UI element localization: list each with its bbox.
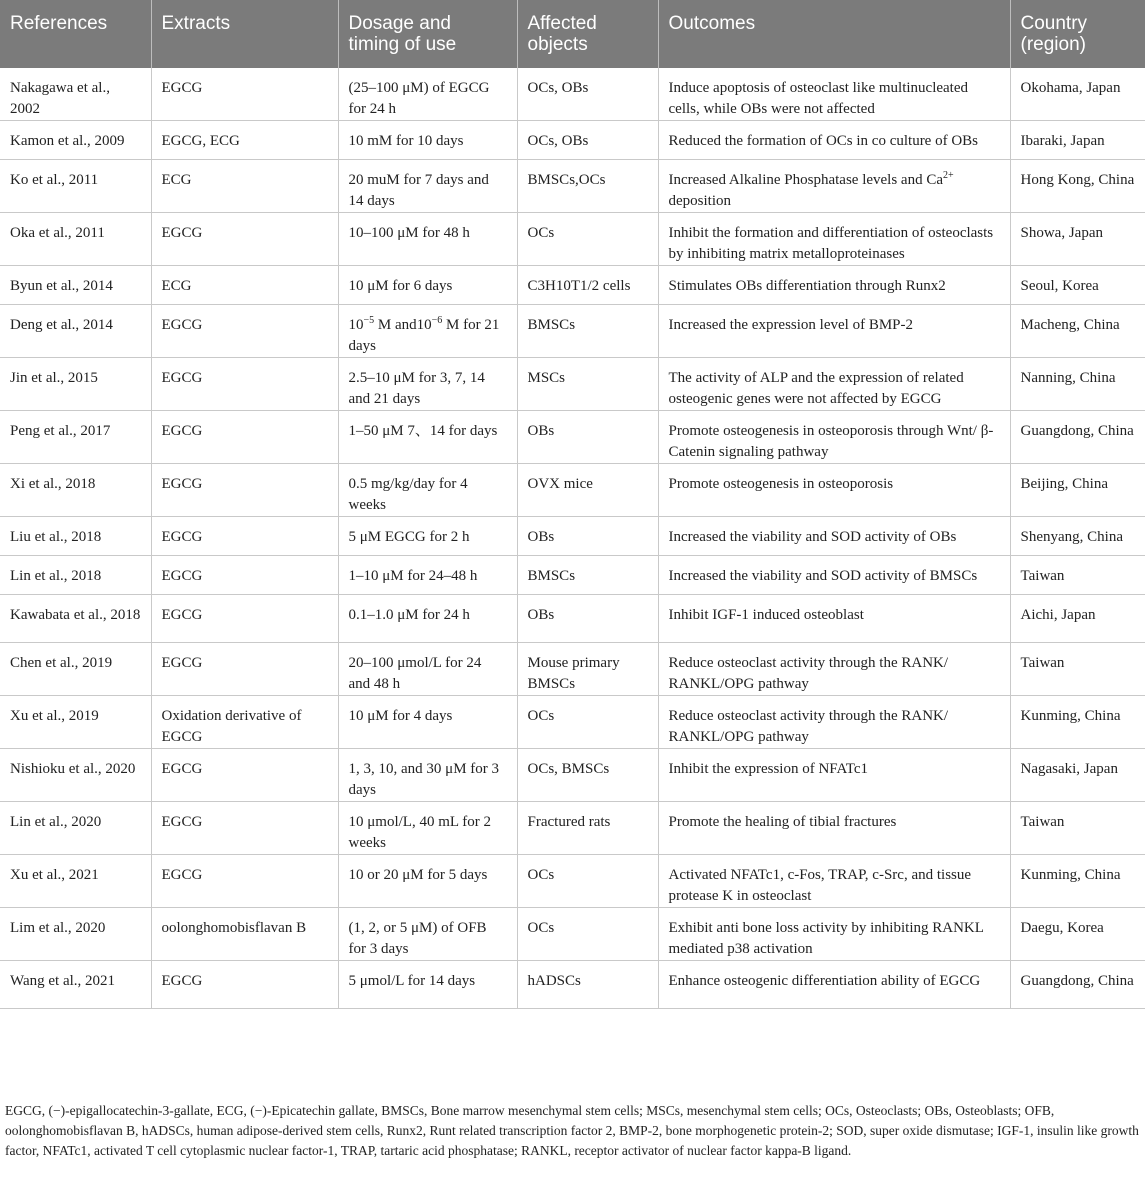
cell-country: Daegu, Korea bbox=[1010, 908, 1145, 961]
cell-outcome: Activated NFATc1, c-Fos, TRAP, c-Src, and tissue protease K in osteoclast bbox=[658, 855, 1010, 908]
header-affected-objects: Affected objects bbox=[517, 0, 658, 68]
cell-extract: EGCG bbox=[151, 305, 338, 358]
cell-country: Kunming, China bbox=[1010, 696, 1145, 749]
superscript: −6 bbox=[431, 315, 443, 326]
cell-country: Kunming, China bbox=[1010, 855, 1145, 908]
cell-country: Shenyang, China bbox=[1010, 517, 1145, 556]
cell-dosage: 1, 3, 10, and 30 μM for 3 days bbox=[338, 749, 517, 802]
header-dosage: Dosage and timing of use bbox=[338, 0, 517, 68]
cell-country: Nanning, China bbox=[1010, 358, 1145, 411]
table-row bbox=[0, 160, 1145, 213]
cell-country: Aichi, Japan bbox=[1010, 595, 1145, 643]
cell-extract: EGCG bbox=[151, 68, 338, 121]
cell-outcome: Increased the viability and SOD activity of OBs bbox=[658, 517, 1010, 556]
header-country: Country (region) bbox=[1010, 0, 1145, 68]
cell-dosage: 20 muM for 7 days and 14 days bbox=[338, 160, 517, 213]
cell-outcome: Promote osteogenesis in osteoporosis bbox=[658, 464, 1010, 517]
dosage-text: 10 bbox=[348, 317, 364, 333]
cell-outcome: Reduce osteoclast activity through the RANK/ RANKL/OPG pathway bbox=[658, 696, 1010, 749]
cell-reference: Kamon et al., 2009 bbox=[0, 121, 151, 160]
cell-dosage: 5 μM EGCG for 2 h bbox=[338, 517, 517, 556]
table-row bbox=[0, 595, 1145, 643]
table-row bbox=[0, 696, 1145, 749]
header-extracts: Extracts bbox=[151, 0, 338, 68]
cell-outcome: Increased the expression level of BMP-2 bbox=[658, 305, 1010, 358]
cell-dosage: 10 μmol/L, 40 mL for 2 weeks bbox=[338, 802, 517, 855]
cell-objects: Fractured rats bbox=[517, 802, 658, 855]
cell-country: Beijing, China bbox=[1010, 464, 1145, 517]
table-footnote: EGCG, (−)-epigallocatechin-3-gallate, ECG, (−)-Epicatechin gallate, BMSCs, Bone marrow mesenchymal stem cells; MSCs, mesenchymal stem cells; OCs, Osteoclasts; OBs, Osteoblasts; OFB, oolonghomobisflavan B, hADSCs, human adipose-derived stem cells, Runx2, Runt related transcription factor 2, BMP-2, bone morphogenetic protein-2; SOD, super oxide dismutase; IGF-1, insulin like growth factor, NFATc1, activated T cell cytoplasmic nuclear factor-1, TRAP, tartaric acid phosphatase; RANKL, receptor activator of nuclear factor kappa-B ligand. bbox=[5, 1103, 1139, 1158]
cell-objects: OCs bbox=[517, 696, 658, 749]
cell-outcome: Stimulates OBs differentiation through Runx2 bbox=[658, 266, 1010, 305]
cell-dosage: 10–100 μM for 48 h bbox=[338, 213, 517, 266]
cell-objects: BMSCs bbox=[517, 305, 658, 358]
cell-objects: OBs bbox=[517, 411, 658, 464]
cell-outcome bbox=[658, 160, 1010, 213]
cell-objects: OCs, OBs bbox=[517, 121, 658, 160]
cell-outcome: Promote osteogenesis in osteoporosis through Wnt/ β-Catenin signaling pathway bbox=[658, 411, 1010, 464]
cell-objects: BMSCs,OCs bbox=[517, 160, 658, 213]
cell-outcome: Inhibit IGF-1 induced osteoblast bbox=[658, 595, 1010, 643]
cell-objects: OBs bbox=[517, 517, 658, 556]
cell-extract: EGCG bbox=[151, 802, 338, 855]
cell-outcome: Reduced the formation of OCs in co culture of OBs bbox=[658, 121, 1010, 160]
table-row bbox=[0, 908, 1145, 961]
cell-reference: Liu et al., 2018 bbox=[0, 517, 151, 556]
superscript: −5 bbox=[363, 315, 375, 326]
cell-objects: C3H10T1/2 cells bbox=[517, 266, 658, 305]
cell-reference: Nishioku et al., 2020 bbox=[0, 749, 151, 802]
cell-dosage: 1–50 μM 7、14 for days bbox=[338, 411, 517, 464]
cell-outcome: Enhance osteogenic differentiation ability of EGCG bbox=[658, 961, 1010, 1009]
table-row bbox=[0, 411, 1145, 464]
cell-extract: EGCG, ECG bbox=[151, 121, 338, 160]
cell-country: Taiwan bbox=[1010, 643, 1145, 696]
table-row bbox=[0, 749, 1145, 802]
cell-outcome: Inhibit the expression of NFATc1 bbox=[658, 749, 1010, 802]
cell-extract: ECG bbox=[151, 266, 338, 305]
cell-dosage: 10 mM for 10 days bbox=[338, 121, 517, 160]
cell-objects: MSCs bbox=[517, 358, 658, 411]
cell-country: Seoul, Korea bbox=[1010, 266, 1145, 305]
cell-extract: EGCG bbox=[151, 855, 338, 908]
cell-country: Taiwan bbox=[1010, 802, 1145, 855]
cell-dosage: 20–100 μmol/L for 24 and 48 h bbox=[338, 643, 517, 696]
cell-reference: Jin et al., 2015 bbox=[0, 358, 151, 411]
cell-objects: OCs bbox=[517, 213, 658, 266]
cell-extract: EGCG bbox=[151, 556, 338, 595]
cell-objects: BMSCs bbox=[517, 556, 658, 595]
cell-reference: Xu et al., 2021 bbox=[0, 855, 151, 908]
cell-dosage: 0.1–1.0 μM for 24 h bbox=[338, 595, 517, 643]
cell-outcome: Reduce osteoclast activity through the RANK/ RANKL/OPG pathway bbox=[658, 643, 1010, 696]
table-row bbox=[0, 961, 1145, 1009]
table-row bbox=[0, 305, 1145, 358]
cell-country: Taiwan bbox=[1010, 556, 1145, 595]
table-row bbox=[0, 643, 1145, 696]
cell-extract: oolonghomobisflavan B bbox=[151, 908, 338, 961]
cell-extract: Oxidation derivative of EGCG bbox=[151, 696, 338, 749]
cell-objects: hADSCs bbox=[517, 961, 658, 1009]
cell-reference: Oka et al., 2011 bbox=[0, 213, 151, 266]
cell-country: Macheng, China bbox=[1010, 305, 1145, 358]
cell-country: Ibaraki, Japan bbox=[1010, 121, 1145, 160]
cell-outcome: Induce apoptosis of osteoclast like multinucleated cells, while OBs were not affected bbox=[658, 68, 1010, 121]
cell-country: Nagasaki, Japan bbox=[1010, 749, 1145, 802]
cell-objects: OVX mice bbox=[517, 464, 658, 517]
cell-reference: Ko et al., 2011 bbox=[0, 160, 151, 213]
cell-objects: OCs, BMSCs bbox=[517, 749, 658, 802]
cell-reference: Byun et al., 2014 bbox=[0, 266, 151, 305]
cell-extract: EGCG bbox=[151, 358, 338, 411]
cell-reference: Chen et al., 2019 bbox=[0, 643, 151, 696]
cell-extract: EGCG bbox=[151, 213, 338, 266]
cell-extract: EGCG bbox=[151, 411, 338, 464]
cell-dosage: 5 μmol/L for 14 days bbox=[338, 961, 517, 1009]
cell-country: Guangdong, China bbox=[1010, 411, 1145, 464]
cell-reference: Peng et al., 2017 bbox=[0, 411, 151, 464]
cell-country: Hong Kong, China bbox=[1010, 160, 1145, 213]
cell-outcome: Increased the viability and SOD activity of BMSCs bbox=[658, 556, 1010, 595]
table-header-row bbox=[0, 0, 1145, 68]
cell-reference: Wang et al., 2021 bbox=[0, 961, 151, 1009]
superscript: 2+ bbox=[943, 170, 954, 181]
table-row bbox=[0, 266, 1145, 305]
cell-extract: EGCG bbox=[151, 595, 338, 643]
table-row bbox=[0, 213, 1145, 266]
cell-dosage: (1, 2, or 5 μM) of OFB for 3 days bbox=[338, 908, 517, 961]
cell-reference: Deng et al., 2014 bbox=[0, 305, 151, 358]
cell-extract: EGCG bbox=[151, 643, 338, 696]
cell-reference: Xu et al., 2019 bbox=[0, 696, 151, 749]
cell-country: Showa, Japan bbox=[1010, 213, 1145, 266]
cell-extract: EGCG bbox=[151, 464, 338, 517]
cell-reference: Lim et al., 2020 bbox=[0, 908, 151, 961]
cell-reference: Xi et al., 2018 bbox=[0, 464, 151, 517]
cell-reference: Kawabata et al., 2018 bbox=[0, 595, 151, 643]
table-row bbox=[0, 358, 1145, 411]
cell-dosage: 0.5 mg/kg/day for 4 weeks bbox=[338, 464, 517, 517]
cell-country: Guangdong, China bbox=[1010, 961, 1145, 1009]
outcome-text: Increased Alkaline Phosphatase levels and Ca bbox=[668, 172, 943, 188]
cell-outcome: Exhibit anti bone loss activity by inhibiting RANKL mediated p38 activation bbox=[658, 908, 1010, 961]
cell-outcome: Inhibit the formation and differentiation of osteoclasts by inhibiting matrix metalloproteinases bbox=[658, 213, 1010, 266]
cell-dosage: 10 or 20 μM for 5 days bbox=[338, 855, 517, 908]
cell-dosage bbox=[338, 305, 517, 358]
cell-objects: OBs bbox=[517, 595, 658, 643]
table-row bbox=[0, 464, 1145, 517]
cell-extract: ECG bbox=[151, 160, 338, 213]
cell-extract: EGCG bbox=[151, 749, 338, 802]
cell-objects: OCs bbox=[517, 908, 658, 961]
cell-reference: Lin et al., 2018 bbox=[0, 556, 151, 595]
table-row bbox=[0, 121, 1145, 160]
table-row bbox=[0, 802, 1145, 855]
outcome-text: deposition bbox=[668, 193, 731, 209]
cell-extract: EGCG bbox=[151, 961, 338, 1009]
cell-dosage: (25–100 μM) of EGCG for 24 h bbox=[338, 68, 517, 121]
cell-extract: EGCG bbox=[151, 517, 338, 556]
table-row bbox=[0, 68, 1145, 121]
cell-outcome: Promote the healing of tibial fractures bbox=[658, 802, 1010, 855]
cell-reference: Lin et al., 2020 bbox=[0, 802, 151, 855]
cell-objects: OCs bbox=[517, 855, 658, 908]
header-references: References bbox=[0, 0, 151, 68]
cell-objects: OCs, OBs bbox=[517, 68, 658, 121]
table-row bbox=[0, 855, 1145, 908]
table-row bbox=[0, 517, 1145, 556]
cell-country: Okohama, Japan bbox=[1010, 68, 1145, 121]
dosage-text: M for 21 days bbox=[348, 317, 500, 354]
cell-dosage: 2.5–10 μM for 3, 7, 14 and 21 days bbox=[338, 358, 517, 411]
header-outcomes: Outcomes bbox=[658, 0, 1010, 68]
cell-objects: Mouse primary BMSCs bbox=[517, 643, 658, 696]
dosage-text: M and10 bbox=[374, 317, 432, 333]
cell-outcome: The activity of ALP and the expression of related osteogenic genes were not affected by EGCG bbox=[658, 358, 1010, 411]
table-row bbox=[0, 556, 1145, 595]
cell-dosage: 10 μM for 4 days bbox=[338, 696, 517, 749]
cell-reference: Nakagawa et al., 2002 bbox=[0, 68, 151, 121]
cell-dosage: 10 μM for 6 days bbox=[338, 266, 517, 305]
cell-dosage: 1–10 μM for 24–48 h bbox=[338, 556, 517, 595]
